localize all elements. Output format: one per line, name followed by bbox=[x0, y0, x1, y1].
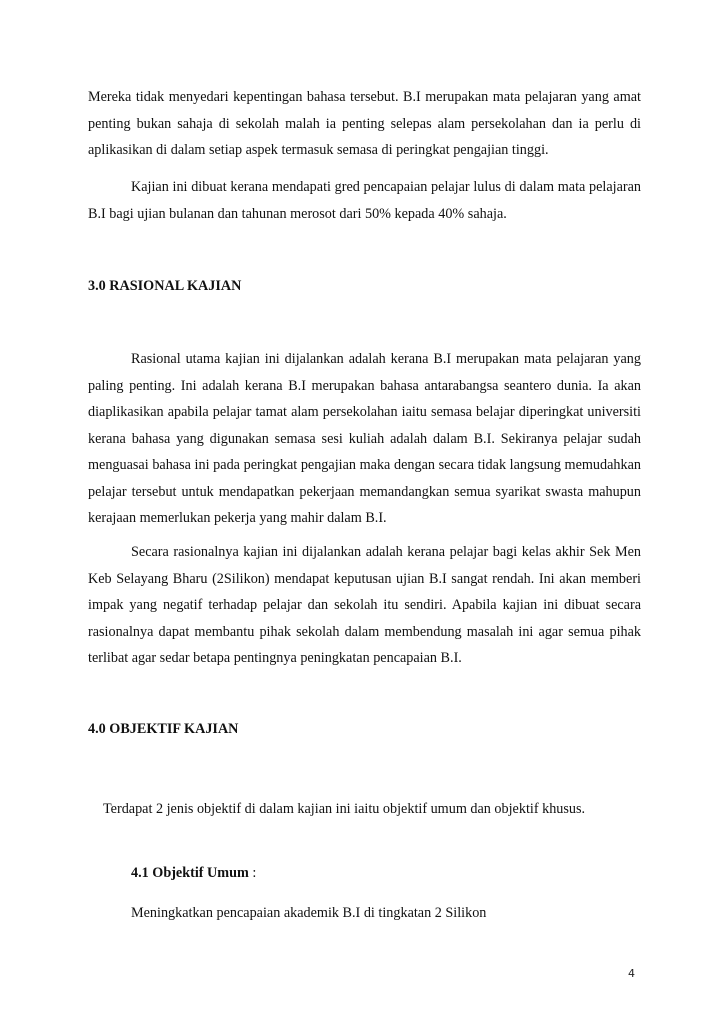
paragraph-rasional-1: Rasional utama kajian ini dijalankan adalah kerana B.I merupakan mata pelajaran yang paling penting. Ini adalah kerana B.I merupakan bahasa antarabangsa seantero dunia. Ia akan diaplikasikan apabila pelajar tamat alam persekolahan iaitu semasa belajar diperingkat universiti kerana bahasa yang digunakan semasa sesi kuliah adalah dalam B.I. Sekiranya pelajar sudah menguasai bahasa ini pada peringkat pengajian maka dengan secara tidak langsung memudahkan pelajar tersebut untuk mendapatkan pekerjaan memandangkan semua syarikat swasta mahupun kerajaan memerlukan pekerja yang mahir dalam B.I. bbox=[88, 351, 641, 526]
objektif-umum-heading bbox=[131, 863, 256, 883]
page-number: 4 bbox=[628, 967, 635, 980]
objektif-umum-colon: : bbox=[248, 865, 257, 881]
objektif-intro: Terdapat 2 jenis objektif di dalam kajian ini iaitu objektif umum dan objektif khusus. bbox=[103, 801, 586, 817]
paragraph-intro: Mereka tidak menyedari kepentingan bahasa tersebut. B.I merupakan mata pelajaran yang amat penting bukan sahaja di sekolah malah ia penting selepas alam persekolahan dan ia perlu di aplikasikan di dalam setiap aspek termasuk semasa di peringkat pengajian tinggi. bbox=[88, 89, 641, 158]
section-heading-rasional: 3.0 RASIONAL KAJIAN bbox=[88, 278, 242, 294]
objektif-umum-label: 4.1 Objektif Umum bbox=[131, 865, 249, 881]
paragraph-kajian: Kajian ini dibuat kerana mendapati gred pencapaian pelajar lulus di dalam mata pelajaran B.I bagi ujian bulanan dan tahunan merosot dari 50% kepada 40% sahaja. bbox=[88, 179, 641, 222]
objektif-umum-text: Meningkatkan pencapaian akademik B.I di tingkatan 2 Silikon bbox=[131, 905, 487, 921]
section-heading-objektif: 4.0 OBJEKTIF KAJIAN bbox=[88, 721, 239, 737]
paragraph-rasional-2: Secara rasionalnya kajian ini dijalankan adalah kerana pelajar bagi kelas akhir Sek Men Keb Selayang Bharu (2Silikon) mendapat keputusan ujian B.I sangat rendah. Ini akan memberi impak yang negatif terhadap pelajar dan sekolah itu sendiri. Apabila kajian ini dibuat secara rasionalnya dapat membantu pihak sekolah dalam membendung masalah ini agar semua pihak terlibat agar sedar betapa pentingnya peningkatan pencapaian B.I. bbox=[88, 544, 641, 666]
